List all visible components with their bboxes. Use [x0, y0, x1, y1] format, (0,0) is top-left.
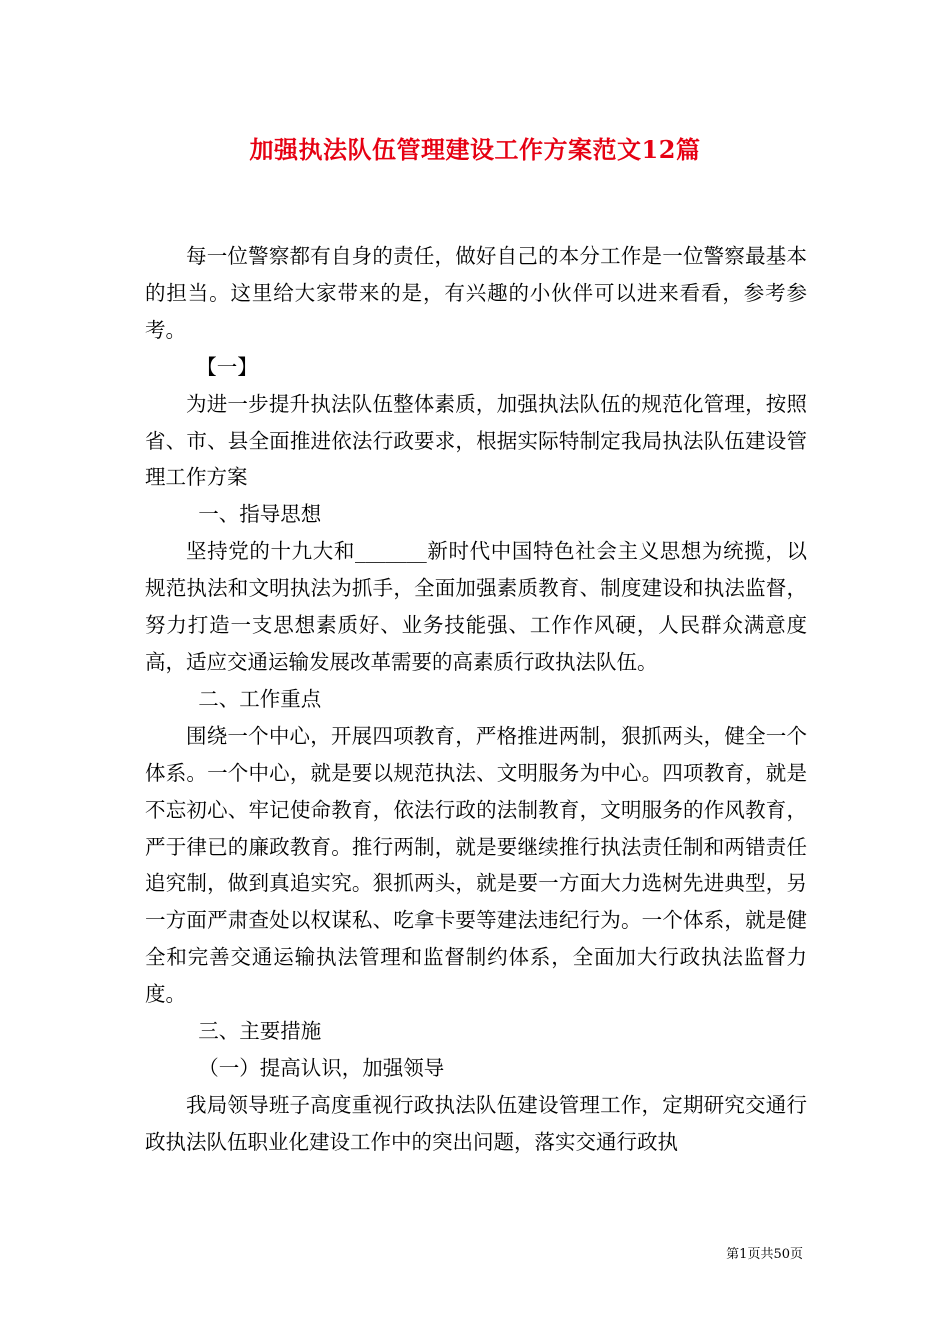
section-marker: 【一】 [196, 354, 258, 379]
document-title: 加强执法队伍管理建设工作方案范文12篇 [249, 135, 701, 164]
heading-work-focus: 二、工作重点 [198, 686, 322, 711]
subheading-raise-awareness: （一）提高认识，加强领导 [198, 1055, 445, 1080]
heading-main-measures: 三、主要措施 [198, 1019, 322, 1044]
paragraph-2: 坚持党的十九大和_______新时代中国特色社会主义思想为统揽，以规范执法和文明执法为抓手，全面加强素质教育、制度建设和执法监督，努力打造一支思想素质好、业务技能强、工作作风硬，人民群众满意度高，适应交通运输发展改革需要的高素质行政执法队伍。 [145, 539, 807, 674]
paragraph-3: 围绕一个中心，开展四项教育，严格推进两制，狠抓两头，健全一个体系。一个中心，就是要以规范执法、文明服务为中心。四项教育，就是不忘初心、牢记使命教育，依法行政的法制教育，文明服务的作风教育，严于律已的廉政教育。推行两制，就是要继续推行执法责任制和两错责任追究制，做到真追实究。狠抓两头，就是要一方面大力选树先进典型，另一方面严肃查处以权谋私、吃拿卡要等建法违纪行为。一个体系，就是健全和完善交通运输执法管理和监督制约体系，全面加大行政执法监督力度。 [145, 723, 807, 1007]
page-number: 第1页共50页 [726, 1247, 803, 1262]
paragraph-4: 我局领导班子高度重视行政执法队伍建设管理工作，定期研究交通行政执法队伍职业化建设工作中的突出问题，落实交通行政执 [145, 1092, 807, 1154]
document-body [145, 238, 807, 1161]
intro-paragraph: 每一位警察都有自身的责任，做好自己的本分工作是一位警察最基本的担当。这里给大家带来的是，有兴趣的小伙伴可以进来看看，参考参考。 [145, 244, 807, 342]
paragraph-1: 为进一步提升执法队伍整体素质，加强执法队伍的规范化管理，按照省、市、县全面推进依法行政要求，根据实际特制定我局执法队伍建设管理工作方案 [145, 391, 807, 490]
heading-guiding-thought: 一、指导思想 [198, 502, 322, 527]
